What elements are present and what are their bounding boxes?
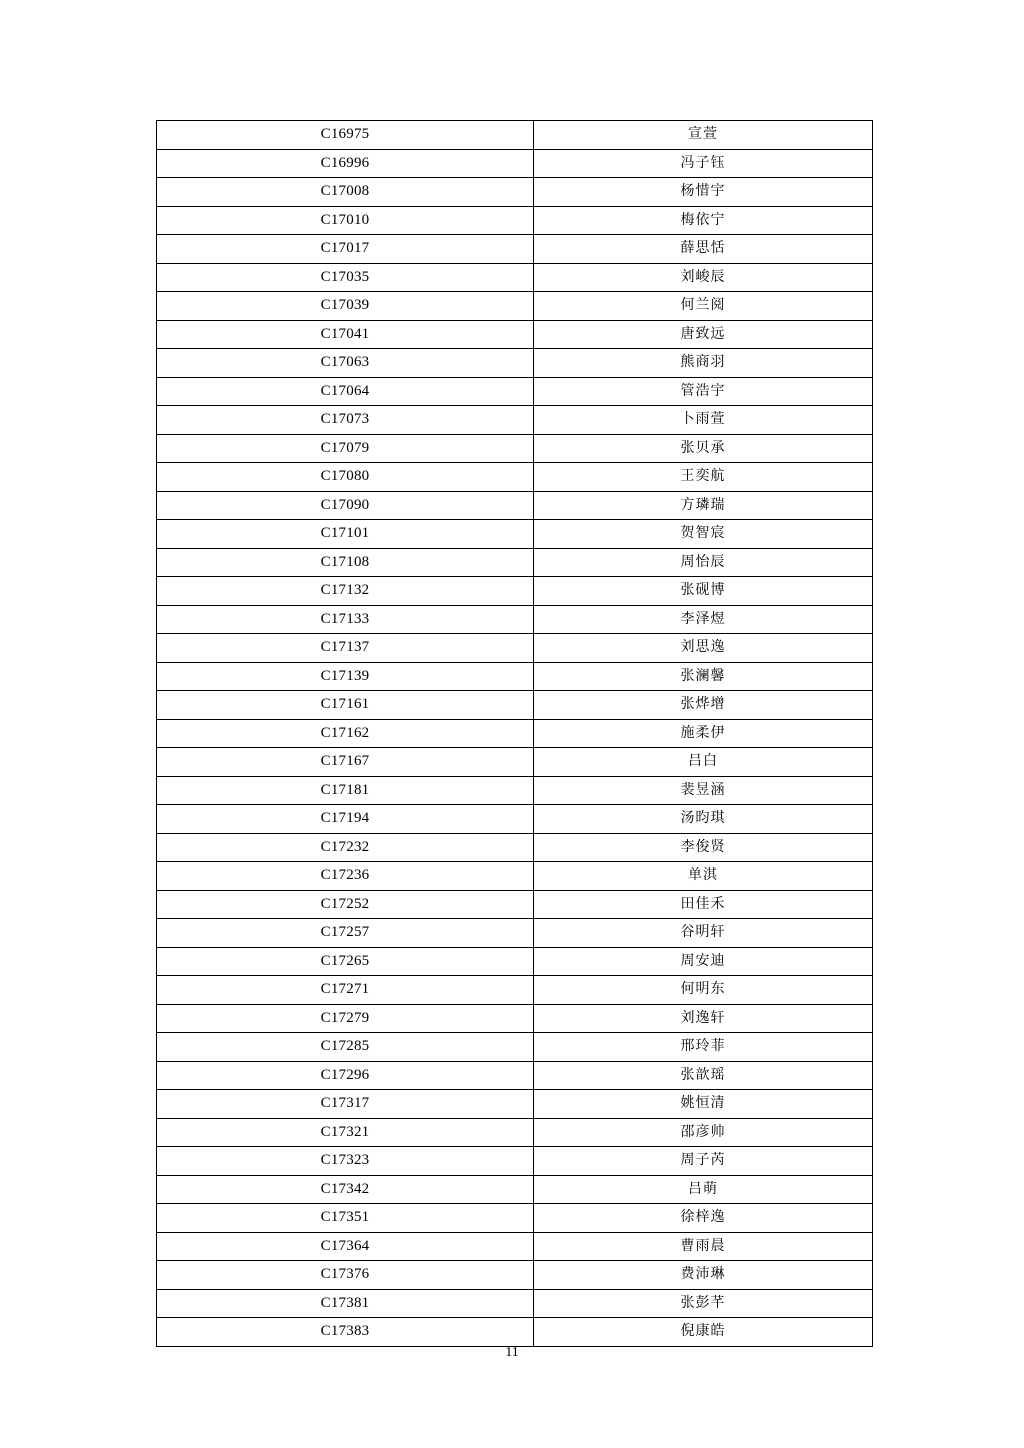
- cell-id: C17194: [157, 805, 534, 834]
- cell-name: 张烨增: [534, 691, 873, 720]
- cell-id: C17383: [157, 1318, 534, 1347]
- cell-id: C17010: [157, 206, 534, 235]
- cell-name: 薛思恬: [534, 235, 873, 264]
- cell-id: C17008: [157, 178, 534, 207]
- table-row: [157, 463, 873, 492]
- cell-name: 周子芮: [534, 1147, 873, 1176]
- cell-name: 张歆瑶: [534, 1061, 873, 1090]
- cell-name: 吕萌: [534, 1175, 873, 1204]
- cell-id: C17265: [157, 947, 534, 976]
- table-row: [157, 1318, 873, 1347]
- cell-id: C17323: [157, 1147, 534, 1176]
- table-row: [157, 263, 873, 292]
- table-row: [157, 577, 873, 606]
- cell-id: C17080: [157, 463, 534, 492]
- cell-name: 汤昀琪: [534, 805, 873, 834]
- table-row: [157, 776, 873, 805]
- cell-id: C16996: [157, 149, 534, 178]
- cell-id: C17342: [157, 1175, 534, 1204]
- cell-id: C17101: [157, 520, 534, 549]
- cell-id: C17364: [157, 1232, 534, 1261]
- table-row: [157, 605, 873, 634]
- cell-id: C17321: [157, 1118, 534, 1147]
- table-row: [157, 520, 873, 549]
- cell-name: 熊商羽: [534, 349, 873, 378]
- table-row: [157, 1118, 873, 1147]
- table-row: [157, 1204, 873, 1233]
- table-row: [157, 1004, 873, 1033]
- cell-name: 杨惜宇: [534, 178, 873, 207]
- cell-id: C17296: [157, 1061, 534, 1090]
- table-row: [157, 235, 873, 264]
- cell-id: C17139: [157, 662, 534, 691]
- cell-name: 张贝承: [534, 434, 873, 463]
- table-row: [157, 434, 873, 463]
- cell-name: 施柔伊: [534, 719, 873, 748]
- table-row: [157, 320, 873, 349]
- page-number: 11: [505, 1345, 519, 1360]
- cell-name: 管浩宇: [534, 377, 873, 406]
- table-row: [157, 292, 873, 321]
- cell-id: C17257: [157, 919, 534, 948]
- table-row: [157, 349, 873, 378]
- table-row: [157, 748, 873, 777]
- cell-id: C17181: [157, 776, 534, 805]
- cell-id: C17133: [157, 605, 534, 634]
- table-row: [157, 121, 873, 150]
- cell-name: 李俊贤: [534, 833, 873, 862]
- cell-name: 刘思逸: [534, 634, 873, 663]
- table-row: [157, 719, 873, 748]
- cell-name: 梅依宁: [534, 206, 873, 235]
- cell-name: 姚恒清: [534, 1090, 873, 1119]
- cell-name: 徐梓逸: [534, 1204, 873, 1233]
- table-row: [157, 491, 873, 520]
- roster-table-container: [156, 120, 870, 1347]
- table-row: [157, 406, 873, 435]
- cell-id: C17376: [157, 1261, 534, 1290]
- cell-name: 何兰阅: [534, 292, 873, 321]
- cell-id: C17090: [157, 491, 534, 520]
- cell-name: 王奕航: [534, 463, 873, 492]
- table-row: [157, 1090, 873, 1119]
- table-row: [157, 833, 873, 862]
- table-row: [157, 862, 873, 891]
- cell-name: 谷明轩: [534, 919, 873, 948]
- cell-id: C16975: [157, 121, 534, 150]
- cell-name: 吕白: [534, 748, 873, 777]
- cell-id: C17285: [157, 1033, 534, 1062]
- cell-id: C17132: [157, 577, 534, 606]
- cell-id: C17041: [157, 320, 534, 349]
- cell-id: C17351: [157, 1204, 534, 1233]
- cell-name: 张砚博: [534, 577, 873, 606]
- cell-name: 刘逸轩: [534, 1004, 873, 1033]
- table-row: [157, 947, 873, 976]
- table-row: [157, 548, 873, 577]
- cell-id: C17381: [157, 1289, 534, 1318]
- cell-id: C17232: [157, 833, 534, 862]
- table-row: [157, 634, 873, 663]
- cell-name: 何明东: [534, 976, 873, 1005]
- cell-id: C17137: [157, 634, 534, 663]
- cell-name: 贺智宸: [534, 520, 873, 549]
- cell-id: C17035: [157, 263, 534, 292]
- cell-id: C17073: [157, 406, 534, 435]
- cell-id: C17162: [157, 719, 534, 748]
- cell-name: 邵彦帅: [534, 1118, 873, 1147]
- cell-name: 李泽煜: [534, 605, 873, 634]
- cell-name: 倪康皓: [534, 1318, 873, 1347]
- cell-id: C17271: [157, 976, 534, 1005]
- cell-name: 张彭芊: [534, 1289, 873, 1318]
- table-row: [157, 1147, 873, 1176]
- cell-id: C17079: [157, 434, 534, 463]
- cell-name: 周怡辰: [534, 548, 873, 577]
- cell-name: 费沛琳: [534, 1261, 873, 1290]
- table-row: [157, 178, 873, 207]
- table-row: [157, 1232, 873, 1261]
- cell-name: 裴昱涵: [534, 776, 873, 805]
- cell-name: 方璘瑞: [534, 491, 873, 520]
- cell-id: C17167: [157, 748, 534, 777]
- roster-table-body: [157, 121, 873, 1347]
- cell-name: 宣萱: [534, 121, 873, 150]
- table-row: [157, 377, 873, 406]
- cell-name: 刘峻辰: [534, 263, 873, 292]
- cell-id: C17317: [157, 1090, 534, 1119]
- cell-id: C17064: [157, 377, 534, 406]
- roster-table: [156, 120, 873, 1347]
- table-row: [157, 662, 873, 691]
- cell-id: C17039: [157, 292, 534, 321]
- cell-name: 卜雨萱: [534, 406, 873, 435]
- cell-name: 张澜馨: [534, 662, 873, 691]
- cell-name: 唐致远: [534, 320, 873, 349]
- cell-id: C17108: [157, 548, 534, 577]
- table-row: [157, 976, 873, 1005]
- cell-id: C17252: [157, 890, 534, 919]
- table-row: [157, 149, 873, 178]
- table-row: [157, 1033, 873, 1062]
- table-row: [157, 805, 873, 834]
- table-row: [157, 919, 873, 948]
- table-row: [157, 1289, 873, 1318]
- cell-name: 曹雨晨: [534, 1232, 873, 1261]
- cell-name: 单淇: [534, 862, 873, 891]
- cell-id: C17017: [157, 235, 534, 264]
- table-row: [157, 206, 873, 235]
- cell-id: C17236: [157, 862, 534, 891]
- cell-name: 周安迪: [534, 947, 873, 976]
- cell-id: C17161: [157, 691, 534, 720]
- cell-name: 田佳禾: [534, 890, 873, 919]
- table-row: [157, 1261, 873, 1290]
- cell-name: 冯子钰: [534, 149, 873, 178]
- cell-name: 邢玲菲: [534, 1033, 873, 1062]
- table-row: [157, 691, 873, 720]
- cell-id: C17279: [157, 1004, 534, 1033]
- table-row: [157, 1175, 873, 1204]
- cell-id: C17063: [157, 349, 534, 378]
- table-row: [157, 1061, 873, 1090]
- table-row: [157, 890, 873, 919]
